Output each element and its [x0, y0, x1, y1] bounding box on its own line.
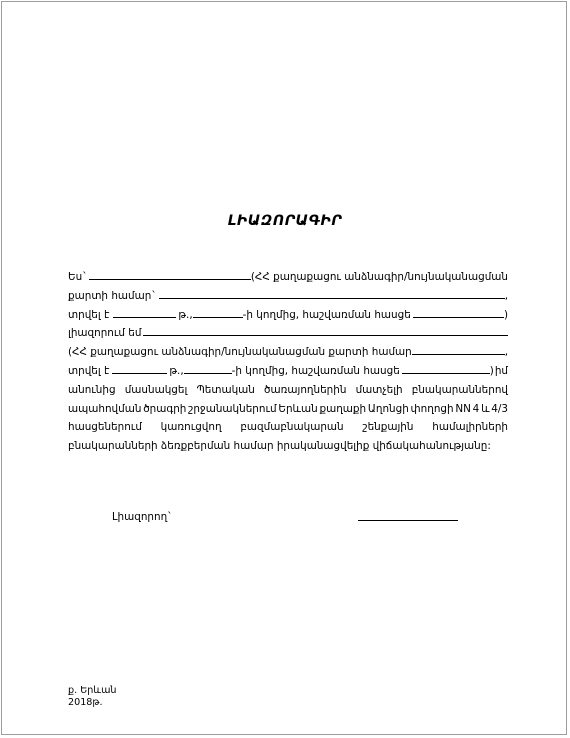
document-title: ԼԻԱԶՈՐԱԳԻՐ — [227, 213, 343, 229]
blank-fullname[interactable] — [89, 268, 250, 280]
signature-blank[interactable] — [358, 520, 458, 521]
body-word: անունից — [68, 383, 116, 396]
body-line-7 — [68, 381, 508, 400]
blank-address[interactable] — [413, 306, 504, 318]
body-text: , — [504, 346, 508, 359]
body-text: թ., — [178, 308, 193, 321]
body-word: մատչելի — [355, 383, 403, 396]
body-word: 4/3 — [491, 402, 508, 415]
body-word: 4 — [472, 402, 480, 415]
blank-passport-number[interactable] — [159, 287, 505, 299]
body-word: մասնակցել — [124, 383, 188, 396]
body-text: քարտի համար` — [68, 289, 157, 302]
body-word: հասցեներում — [68, 421, 142, 434]
body-word: բնակարաններով — [411, 383, 508, 396]
body-text: , — [504, 289, 508, 302]
body-word: համալիրների — [432, 421, 508, 434]
body-line-9 — [68, 418, 508, 437]
body-word: Աղոնցի — [367, 402, 409, 415]
blank-authorized-address[interactable] — [402, 362, 490, 374]
body-line-2 — [68, 287, 508, 306]
body-text: լիազորում եմ — [68, 327, 142, 340]
body-word: քաղաքի — [319, 402, 367, 415]
body-word: շրջանակներում — [188, 402, 277, 415]
body-word: ծրագրի — [143, 402, 187, 415]
body-text: իմ — [494, 364, 508, 377]
body-text: թ., — [169, 364, 184, 377]
body-text: ) — [489, 364, 494, 377]
body-word: NN — [455, 402, 471, 415]
body-word: ապահովման — [68, 402, 142, 415]
city-label: ք. Երևան — [68, 685, 117, 696]
body-word: բազմաբնակարան — [240, 421, 344, 434]
blank-issuer[interactable] — [193, 306, 243, 318]
body-line-8 — [68, 400, 508, 419]
body-line-6 — [68, 362, 508, 381]
blank-issue-date[interactable] — [113, 306, 176, 318]
year-label: 2018թ. — [68, 697, 103, 708]
body-line-1 — [68, 268, 508, 287]
blank-authorized-passport[interactable] — [412, 343, 505, 355]
body-text: (ՀՀ քաղաքացու անձնագիր/նույնականացման — [250, 271, 508, 283]
signature-label: Լիազորող` — [112, 511, 173, 523]
body-text: տրվել է — [68, 364, 110, 377]
blank-authorized-issue-date[interactable] — [112, 362, 167, 374]
body-text: Ես` — [68, 271, 88, 283]
body-word: Պետական — [196, 383, 255, 396]
blank-authorized-issuer[interactable] — [184, 362, 232, 374]
body-word: ծառայողներին — [264, 383, 347, 396]
body-word: փողոցի — [410, 402, 454, 415]
body-text: ) — [503, 308, 508, 321]
body-word: կառուցվող — [160, 421, 222, 434]
body-word: շենքային — [362, 421, 414, 434]
document-body — [68, 268, 508, 456]
blank-authorized-fullname[interactable] — [143, 324, 508, 336]
body-word: և — [481, 402, 490, 415]
body-word: Երևան — [278, 402, 318, 415]
body-line-3 — [68, 306, 508, 325]
body-line-10 — [68, 437, 508, 456]
place-and-date — [68, 685, 117, 709]
body-text: (ՀՀ քաղաքացու անձնագիր/նույնականացման քարտի համար — [68, 346, 412, 359]
body-text: տրվել է — [68, 308, 110, 321]
body-text: -ի կողմից, հաշվառման հասցե — [242, 308, 411, 321]
body-line-4 — [68, 324, 508, 343]
body-line-5 — [68, 343, 508, 362]
body-text: -ի կողմից, հաշվառման հասցե — [231, 364, 400, 377]
body-text: բնակարանների ձեռքբերման համար իրականացվելիք վիճակահանությանը: — [68, 440, 491, 453]
